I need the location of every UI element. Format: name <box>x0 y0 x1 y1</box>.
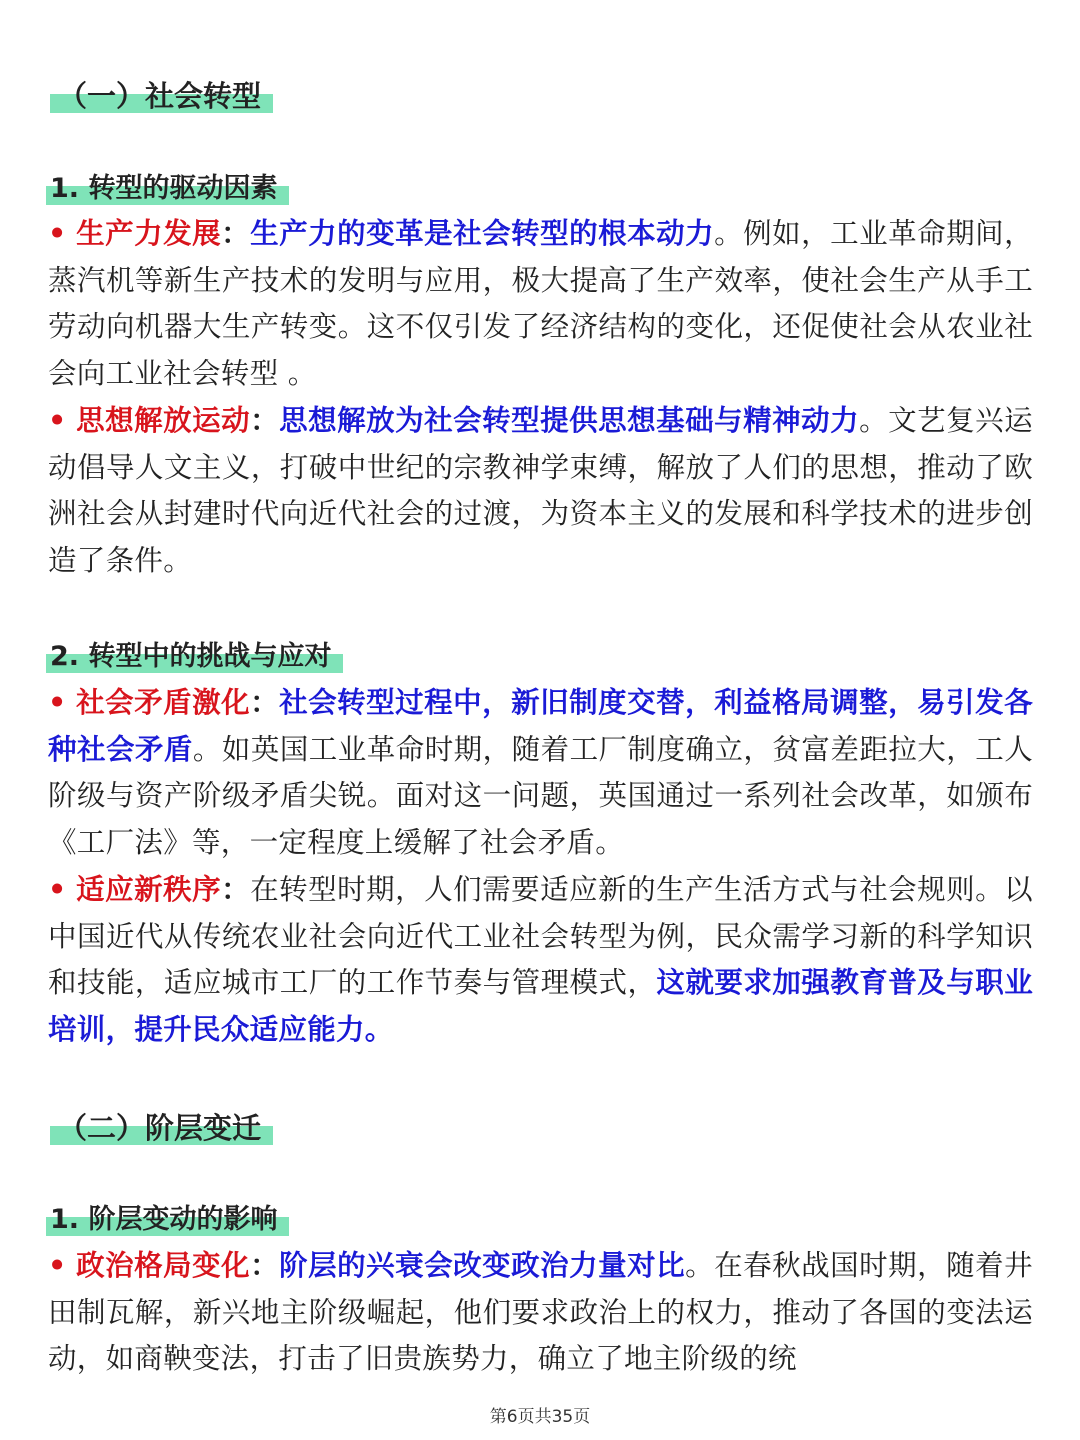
bullet-marker: • <box>48 1249 67 1282</box>
page-number-footer: 第6页共35页 <box>489 1407 591 1427</box>
item-highlight: 社会转型过程中，新旧制度交替，利益格局调整，易引发各种社会矛盾 <box>48 686 1033 766</box>
section-title-class-change: （二）阶层变迁 <box>50 1108 273 1148</box>
item-keyword: 生产力发展 <box>76 217 222 250</box>
list-item-adapt-new-order <box>48 867 1033 1054</box>
list-item-thought-liberation <box>48 398 1033 585</box>
item-colon: ： <box>250 686 280 719</box>
item-highlight: 这就要求加强教育普及与职业培训，提升民众适应能力。 <box>48 966 1033 1047</box>
bullet-marker: • <box>48 217 67 250</box>
item-keyword: 政治格局变化 <box>76 1249 251 1282</box>
bullet-marker: • <box>48 404 67 437</box>
item-colon: ： <box>250 1249 280 1282</box>
item-text: 在转型时期，人们需要适应新的生产生活方式与社会规则。以中国近代从传统农业社会向近代工业社会转型为例，民众需学习新的科学知识和技能，适应城市工厂的工作节奏与管理模式， <box>48 873 1033 1000</box>
item-highlight: 阶层的兴衰会改变政治力量对比 <box>279 1249 686 1282</box>
item-keyword: 社会矛盾激化 <box>76 686 251 719</box>
item-highlight: 思想解放为社会转型提供思想基础与精神动力 <box>279 404 860 437</box>
section-title-social-transformation: （一）社会转型 <box>50 76 273 116</box>
list-item-productivity <box>48 211 1033 398</box>
item-text: 。文艺复兴运动倡导人文主义，打破中世纪的宗教神学束缚，解放了人们的思想，推动了欧洲社会从封建时代向近代社会的过渡，为资本主义的发展和科学技术的进步创造了条件。 <box>48 404 1033 578</box>
item-highlight: 生产力的变革是社会转型的根本动力 <box>250 217 715 250</box>
item-text: 。如英国工业革命时期，随着工厂制度确立，贫富差距拉大，工人阶级与资产阶级矛盾尖锐。面对这一问题，英国通过一系列社会改革，如颁布《工厂法》等，一定程度上缓解了社会矛盾。 <box>48 732 1033 860</box>
item-keyword: 思想解放运动 <box>76 404 251 437</box>
list-item-social-conflict <box>48 680 1033 867</box>
subsection-title-challenges: 2. 转型中的挑战与应对 <box>46 638 343 676</box>
bullet-marker: • <box>48 873 67 906</box>
item-colon: ： <box>221 873 251 906</box>
item-text: 。例如，工业革命期间，蒸汽机等新生产技术的发明与应用，极大提高了生产效率，使社会生产从手工劳动向机器大生产转变。这不仅引发了经济结构的变化，还促使社会从农业社会向工业社会转型 。 <box>48 217 1033 391</box>
subsection-title-class-mobility-impact: 1. 阶层变动的影响 <box>46 1201 289 1239</box>
item-colon: ： <box>250 404 280 437</box>
subsection-title-driving-factors: 1. 转型的驱动因素 <box>46 170 289 208</box>
bullet-marker: • <box>48 686 67 719</box>
item-text: 。在春秋战国时期，随着井田制瓦解，新兴地主阶级崛起，他们要求政治上的权力，推动了各国的变法运动，如商鞅变法，打击了旧贵族势力，确立了地主阶级的统 <box>48 1249 1033 1376</box>
item-keyword: 适应新秩序 <box>76 873 222 906</box>
item-colon: ： <box>221 217 251 250</box>
list-item-political-change <box>48 1243 1033 1383</box>
